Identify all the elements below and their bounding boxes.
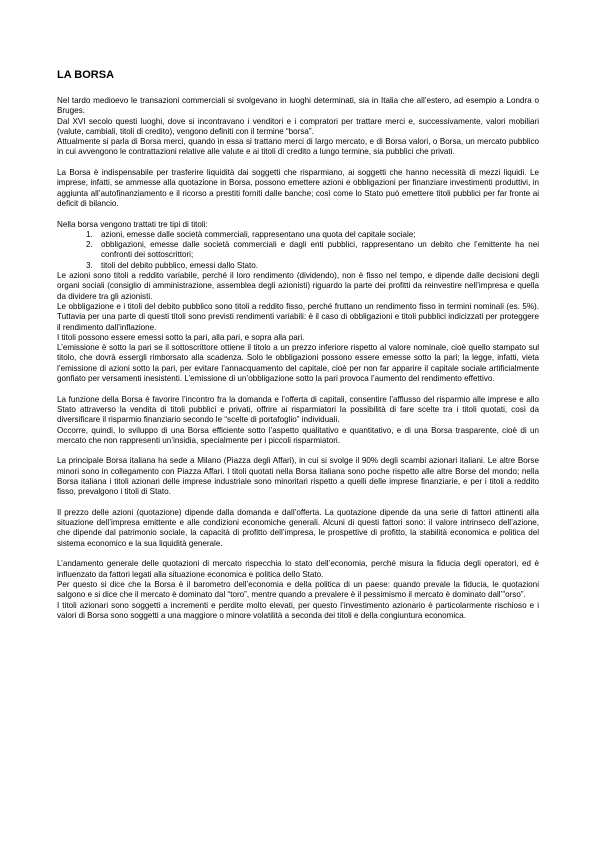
list-item: 3. titoli del debito pubblico, emessi dallo Stato.	[95, 261, 539, 271]
page-title: LA BORSA	[57, 69, 115, 81]
paragraph: Occorre, quindi, lo sviluppo di una Borsa efficiente sotto l’aspetto qualitativo e quantitativo, e di una Borsa trasparente, cioè di un mercato che non rappresenti un’insidia, specialmente per i piccoli risparmiatori.	[57, 425, 539, 445]
paragraph: La funzione della Borsa è favorire l’incontro fra la domanda e l’offerta di capitali, consentire l’afflusso del risparmio alle imprese e allo Stato attraverso la vendita di titoli pubblici e privati, offrire ai risparmiatori la possibilità di fare scelte tra i titoli quotati, così da diversificare il risparmio finanziario secondo le “scelte di portafoglio” individuali.	[57, 394, 539, 425]
paragraph: Per questo si dice che la Borsa è il barometro dell’economia e della politica di un paese: quando prevale la fiducia, le quotazioni salgono e si dice che il mercato è dominato dal “toro”, mentre quando a prevalere è il pessimismo il mercato è dominato dall’”orso”.	[57, 579, 539, 600]
paragraph: Il prezzo delle azioni (quotazione) dipende dalla domanda e dall’offerta. La quotazione dipende da una serie di fattori attinenti alla situazione dell’impresa emittente e alle condizioni economiche generali. Alcuni di questi fattori sono: il valore intrinseco dell’azione, che dipende dal patrimonio sociale, la capacità di profitto dell’impresa, le prospettive di profitto, la stabilità economica e politica del sistema economico e la sua liquidità generale.	[57, 507, 539, 548]
paragraph: La principale Borsa italiana ha sede a Milano (Piazza degli Affari), in cui si svolge il 90% degli scambi azionari italiani. Le altre Borse minori sono in collegamento con Piazza Affari. I titoli quotati nella Borsa italiana sono poche rispetto alle altre Borse del mondo; nella Borsa italiana i titoli azionari delle imprese industriale sono minoritari rispetto a quelli delle imprese finanziarie, e per i titoli a reddito fisso, prevalgono i titoli di Stato.	[57, 456, 539, 497]
paragraph: Le azioni sono titoli a reddito variabile, perché il loro rendimento (dividendo), non è fisso nel tempo, e dipende dalle decisioni degli organi sociali (consiglio di amministrazione, assemblea degli azionisti) riguardo la parte dei profitti da reinvestire nell’impresa e quella da dividere tra gli azionisti.	[57, 271, 539, 301]
paragraph: Nel tardo medioevo le transazioni commerciali si svolgevano in luoghi determinati, sia in Italia che all’estero, ad esempio a Londra o Bruges.	[57, 96, 539, 116]
numbered-list	[57, 230, 539, 271]
paragraph: La Borsa è indispensabile per trasferire liquidità dai soggetti che risparmiano, ai soggetti che hanno necessità di mezzi liquidi. Le imprese, infatti, se ammesse alla quotazione in Borsa, possono emettere azioni e obbligazioni per finanziare investimenti produttivi, in aggiunta all’autofinanziamento e il ricorso a prestiti forniti dalle banche; così come lo Stato può emettere titoli pubblici per far fronte ai deficit di bilancio.	[57, 168, 539, 208]
text-body	[57, 96, 539, 621]
paragraph: L’andamento generale delle quotazioni di mercato rispecchia lo stato dell’economia, perché misura la fiducia degli operatori, ed è influenzato da fattori legati alla situazione economica e politica dello Stato.	[57, 559, 539, 579]
paragraph: Attualmente si parla di Borsa merci, quando in essa si trattano merci di largo mercato, e di Borsa valori, o Borsa, un mercato pubblico in cui avvengono le contrattazioni relative alle valute e ai titoli di credito a lungo termine, sia pubblici che privati.	[57, 137, 539, 157]
list-item: 1. azioni, emesse dalle società commerciali, rappresentano una quota del capitale sociale;	[95, 230, 539, 240]
paragraph: I titoli possono essere emessi sotto la pari, alla pari, e sopra alla pari.	[57, 332, 305, 342]
paragraph: L’emissione è sotto la pari se il sottoscrittore ottiene il titolo a un prezzo inferiore rispetto al valore nominale, cioè quello stampato sul titolo, che dovrà essergli rimborsato alla scadenza. Solo le obbligazioni possono essere emesse sotto la pari; la legge, infatti, vieta l’emissione di azioni sotto la pari, per evitare l’annacquamento del capitale, cioè per non far apparire il capitale sociale artificialmente gonfiato per versamenti inesistenti. L’emissione di un’obbligazione sotto la pari provoca l’aumento del rendimento effettivo.	[57, 343, 539, 384]
list-item: 2. obbligazioni, emesse dalle società commerciali e dagli enti pubblici, rappresentano un debito che l’emittente ha nei confronti dei sottoscrittori;	[95, 240, 539, 261]
paragraph: I titoli azionari sono soggetti a incrementi e perdite molto elevati, per questo l’investimento azionario è particolarmente rischioso e i valori di Borsa sono soggetti a una maggiore o minore volatilità a seconda dei titoli e della congiuntura economica.	[57, 600, 539, 620]
paragraph: Dal XVI secolo questi luoghi, dove si incontravano i venditori e i compratori per trattare merci e, successivamente, valori mobiliari (valute, cambiali, titoli di credito), vengono definiti con il termine “borsa”.	[57, 116, 539, 136]
paragraph: Le obbligazione e i titoli del debito pubblico sono titoli a reddito fisso, perché fruttano un rendimento fisso in termini nominali (es. 5%). Tuttavia per una parte di questi titoli sono previsti rendimenti variabili: è il caso di obbligazioni e titoli pubblici indicizzati per proteggere il rendimento dall’inflazione.	[57, 301, 539, 332]
list-intro: Nella borsa vengono trattati tre tipi di titoli:	[57, 219, 208, 229]
